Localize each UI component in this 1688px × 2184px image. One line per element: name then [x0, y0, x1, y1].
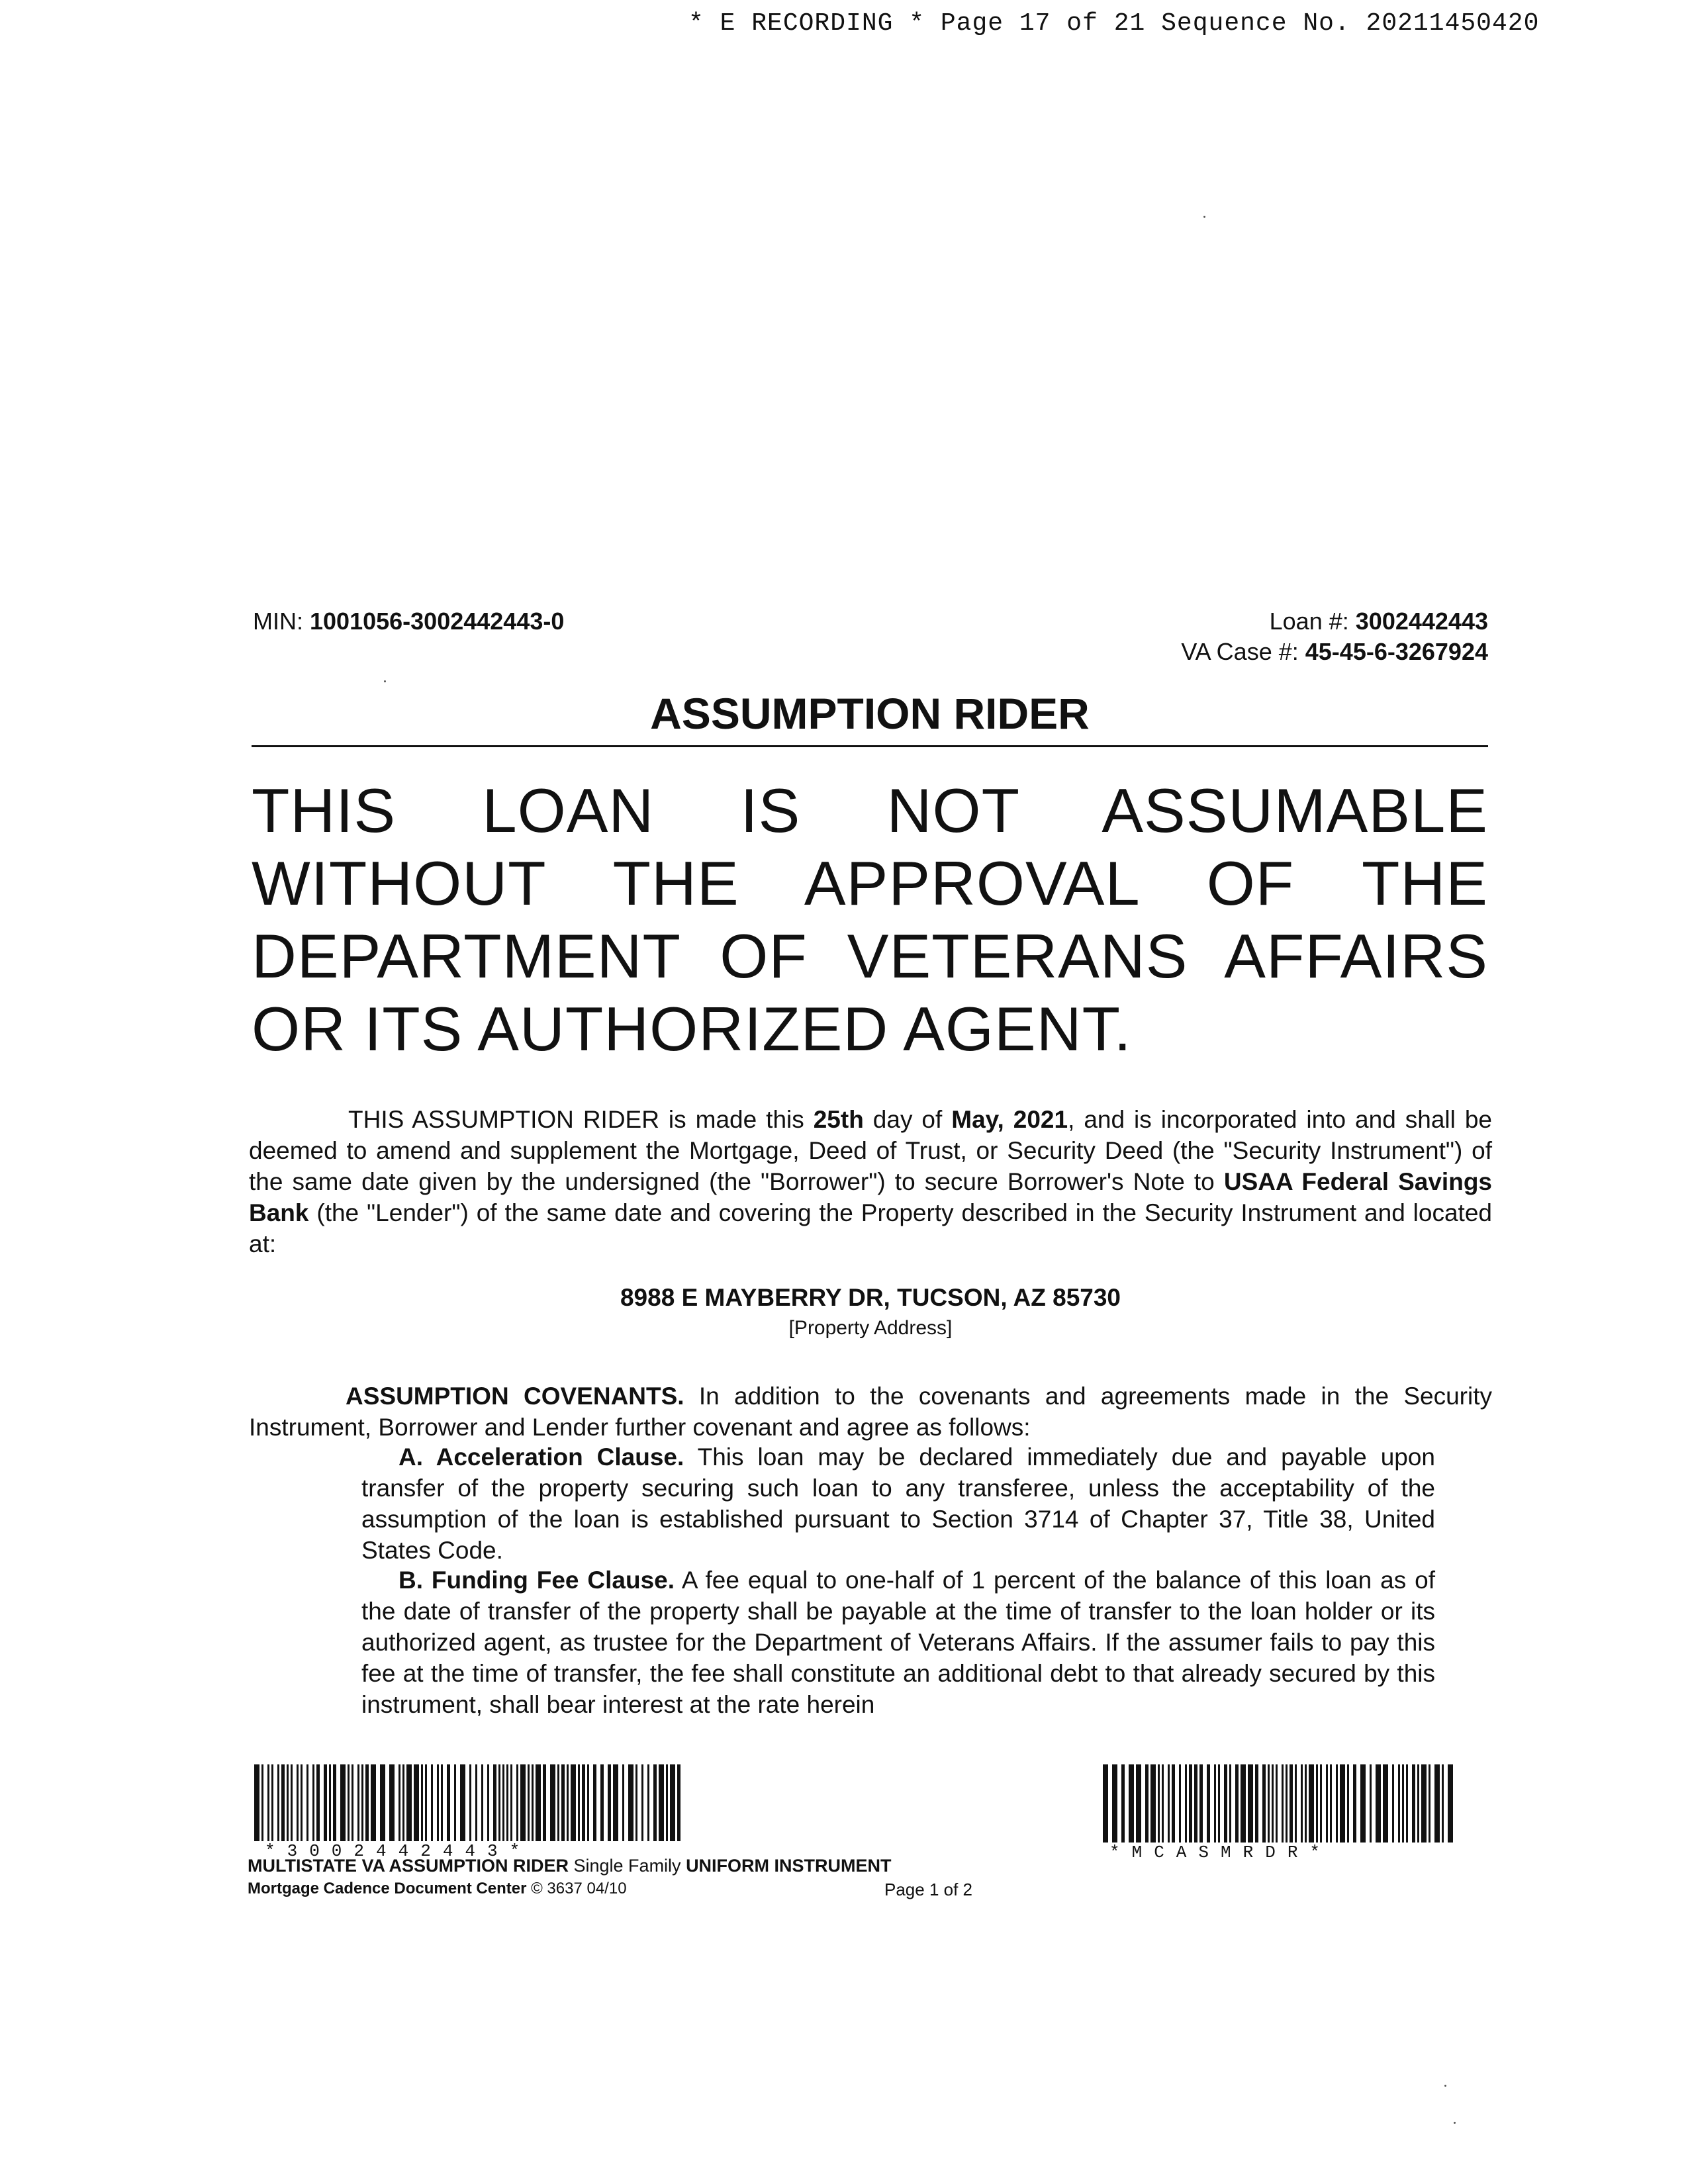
document-title: ASSUMPTION RIDER	[650, 689, 1090, 738]
barcode-bar	[1262, 1764, 1266, 1843]
barcode-bar	[406, 1764, 412, 1841]
intro-paragraph	[249, 1104, 1492, 1259]
scan-speck	[1454, 2122, 1456, 2124]
barcode-bar	[493, 1764, 496, 1841]
barcode-bar	[454, 1764, 456, 1841]
barcode-bar	[1229, 1764, 1231, 1843]
barcode-bar	[1194, 1764, 1197, 1843]
barcode-bar	[1376, 1764, 1381, 1843]
barcode-bar	[1276, 1764, 1278, 1843]
barcode-bar	[1305, 1764, 1307, 1843]
barcode-bar	[578, 1764, 580, 1841]
barcode-bar	[324, 1764, 327, 1841]
recording-header: * E RECORDING * Page 17 of 21 Sequence No. 20211450420	[688, 9, 1540, 38]
barcode-bar	[1353, 1764, 1356, 1843]
funding-fee-clause	[361, 1565, 1435, 1720]
barcode-bar	[1172, 1764, 1175, 1843]
assumption-warning: THIS LOAN IS NOT ASSUMABLE WITHOUT THE APPROVAL OF THE DEPARTMENT OF VETERANS AFFAIRS OR ITS AUTHORIZED AGENT.	[252, 776, 1488, 1064]
min-number	[253, 608, 564, 635]
barcode-bar	[1168, 1764, 1170, 1843]
barcode-bar	[1136, 1764, 1141, 1843]
barcode-bar	[532, 1764, 534, 1841]
barcode-bar	[291, 1764, 293, 1841]
loan-barcode-text: *3002442443*	[265, 1841, 532, 1861]
barcode-bar	[1340, 1764, 1345, 1843]
barcode-bar	[460, 1764, 465, 1841]
barcode-bar	[1316, 1764, 1318, 1843]
barcode-bar	[352, 1764, 353, 1841]
barcode-bar	[1448, 1764, 1453, 1843]
barcode-bar	[1347, 1764, 1349, 1843]
barcode-bar	[1162, 1764, 1164, 1843]
barcode-bar	[287, 1764, 289, 1841]
barcode-bar	[475, 1764, 477, 1841]
intro-text-3: , and is incorporated into and shall be deemed to amend and supplement the Mortgage, Deed of Trust, or Security Deed (the "Security Instrument") of the same date given by the undersigned (the "Borrower") to secure Borrower's Note to	[249, 1106, 1492, 1195]
barcode-bar	[587, 1764, 589, 1841]
scan-speck	[1203, 216, 1205, 218]
barcode-bar	[1406, 1764, 1408, 1843]
barcode-bar	[1330, 1764, 1332, 1843]
barcode-bar	[1289, 1764, 1293, 1843]
min-label: MIN:	[253, 608, 303, 635]
barcode-bar	[528, 1764, 530, 1841]
barcode-bar	[1224, 1764, 1227, 1843]
barcode-bar	[297, 1764, 299, 1841]
barcode-bar	[1412, 1764, 1415, 1843]
barcode-bar	[1434, 1764, 1440, 1843]
va-case-label: VA Case #:	[1181, 638, 1299, 665]
barcode-bar	[561, 1764, 565, 1841]
barcode-bar	[1326, 1764, 1328, 1843]
barcode-bar	[510, 1764, 512, 1841]
barcode-bar	[414, 1764, 419, 1841]
barcode-bar	[628, 1764, 633, 1841]
barcode-bar	[498, 1764, 500, 1841]
scan-speck	[1444, 2085, 1446, 2087]
barcode-bar	[582, 1764, 585, 1841]
barcode-bar	[659, 1764, 664, 1841]
barcode-bar	[1214, 1764, 1216, 1843]
barcode-bar	[1286, 1764, 1288, 1843]
barcode-bar	[1185, 1764, 1187, 1843]
barcode-bar	[557, 1764, 559, 1841]
clause-a-heading: A. Acceleration Clause.	[399, 1443, 684, 1471]
barcode-bar	[1199, 1764, 1203, 1843]
barcode-bar	[653, 1764, 657, 1841]
barcode-bar	[677, 1764, 680, 1841]
barcode-bar	[1282, 1764, 1284, 1843]
barcode-bar	[1442, 1764, 1444, 1843]
barcode-bar	[441, 1764, 443, 1841]
barcode-bar	[622, 1764, 624, 1841]
barcode-bar	[543, 1764, 546, 1841]
barcode-bar	[506, 1764, 508, 1841]
lender-name: USAA Federal Savings Bank	[249, 1168, 1492, 1226]
barcode-bar	[1417, 1764, 1419, 1843]
loan-number	[1270, 608, 1488, 635]
barcode-bar	[613, 1764, 618, 1841]
barcode-bar	[380, 1764, 385, 1841]
rider-day: 25th	[813, 1106, 864, 1133]
loan-barcode	[253, 1764, 683, 1841]
barcode-bar	[1309, 1764, 1314, 1843]
barcode-bar	[329, 1764, 331, 1841]
intro-text-4: (the "Lender") of the same date and covering the Property described in the Security Instrument and located at:	[249, 1199, 1492, 1257]
barcode-bar	[357, 1764, 359, 1841]
barcode-bar	[281, 1764, 285, 1841]
barcode-bar	[1421, 1764, 1427, 1843]
intro-text-2: day of	[863, 1106, 952, 1133]
barcode-bar	[389, 1764, 395, 1841]
barcode-bar	[1336, 1764, 1338, 1843]
barcode-bar	[1268, 1764, 1270, 1843]
barcode-bar	[1272, 1764, 1274, 1843]
barcode-bar	[550, 1764, 555, 1841]
barcode-bar	[536, 1764, 541, 1841]
acceleration-clause	[361, 1441, 1435, 1566]
barcode-bar	[1121, 1764, 1125, 1843]
loan-label: Loan #:	[1269, 608, 1349, 635]
barcode-bar	[1207, 1764, 1210, 1843]
barcode-bar	[1241, 1764, 1246, 1843]
barcode-bar	[1129, 1764, 1134, 1843]
barcode-bar	[469, 1764, 471, 1841]
barcode-bar	[1301, 1764, 1303, 1843]
barcode-bar	[267, 1764, 269, 1841]
clause-a-text: This loan may be declared immediately due and payable upon transfer of the property securing such loan to any transferee, unless the acceptability of the assumption of the loan is established pursuant to Section 3714 of Chapter 37, Title 38, United States Code.	[361, 1443, 1436, 1564]
barcode-bar	[1402, 1764, 1404, 1843]
barcode-bar	[502, 1764, 504, 1841]
covenants-paragraph	[249, 1381, 1492, 1443]
barcode-bar	[1112, 1764, 1117, 1843]
form-source-code: © 3637 04/10	[526, 1880, 627, 1897]
barcode-bar	[670, 1764, 675, 1841]
page-number: Page 1 of 2	[884, 1880, 972, 1899]
intro-text-1: THIS ASSUMPTION RIDER is made this	[348, 1106, 814, 1133]
barcode-bar	[600, 1764, 604, 1841]
barcode-bar	[1189, 1764, 1192, 1843]
barcode-bar	[1255, 1764, 1258, 1843]
barcode-bar	[1235, 1764, 1239, 1843]
barcode-bar	[333, 1764, 336, 1841]
barcode-bar	[1103, 1764, 1108, 1843]
barcode-bar	[1218, 1764, 1220, 1843]
barcode-bar	[1150, 1764, 1156, 1843]
barcode-bar	[340, 1764, 346, 1841]
barcode-bar	[1383, 1764, 1388, 1843]
barcode-bar	[593, 1764, 596, 1841]
form-barcode	[1102, 1764, 1459, 1843]
barcode-bar	[1392, 1764, 1394, 1843]
barcode-bar	[487, 1764, 489, 1841]
loan-value: 3002442443	[1355, 608, 1488, 635]
rider-month-year: May, 2021	[951, 1106, 1068, 1133]
barcode-bar	[1320, 1764, 1322, 1843]
form-title-main: MULTISTATE VA ASSUMPTION RIDER	[248, 1856, 569, 1876]
barcode-bar	[481, 1764, 483, 1841]
barcode-bar	[1158, 1764, 1160, 1843]
barcode-bar	[399, 1764, 400, 1841]
va-case-value: 45-45-6-3267924	[1305, 638, 1488, 665]
barcode-bar	[254, 1764, 259, 1841]
va-case-number	[1181, 638, 1488, 666]
barcode-bar	[666, 1764, 668, 1841]
covenants-heading: ASSUMPTION COVENANTS.	[346, 1383, 684, 1410]
barcode-bar	[647, 1764, 649, 1841]
barcode-bar	[437, 1764, 439, 1841]
clause-b-text: A fee equal to one-half of 1 percent of the balance of this loan as of the date of transfer of the property shall be payable at the time of transfer to the loan holder or its authorized agent, as trustee for the Department of Veterans Affairs. If the assumer fails to pay this fee at the time of transfer, the fee shall constitute an additional debt to that already secured by this instrument, shall bear interest at the rate herein	[361, 1567, 1435, 1718]
scan-speck	[384, 680, 386, 682]
barcode-bar	[608, 1764, 611, 1841]
form-title-sub: Single Family	[569, 1856, 686, 1876]
barcode-bar	[402, 1764, 404, 1841]
min-value: 1001056-3002442443-0	[310, 608, 565, 635]
barcode-bar	[306, 1764, 308, 1841]
barcode-bar	[348, 1764, 350, 1841]
barcode-bar	[1370, 1764, 1372, 1843]
barcode-bar	[371, 1764, 376, 1841]
barcode-bar	[365, 1764, 369, 1841]
barcode-bar	[1429, 1764, 1430, 1843]
barcode-bar	[516, 1764, 518, 1841]
form-source	[248, 1880, 627, 1898]
barcode-bar	[425, 1764, 427, 1841]
barcode-bar	[1248, 1764, 1253, 1843]
barcode-bar	[361, 1764, 363, 1841]
form-barcode-text: *MCASMRDR*	[1109, 1843, 1333, 1862]
barcode-bar	[261, 1764, 263, 1841]
barcode-bar	[1398, 1764, 1400, 1843]
barcode-bar	[447, 1764, 450, 1841]
form-title	[248, 1856, 892, 1876]
barcode-bar	[1179, 1764, 1181, 1843]
clause-b-heading: B. Funding Fee Clause.	[399, 1567, 675, 1594]
barcode-bar	[277, 1764, 279, 1841]
barcode-bar	[567, 1764, 569, 1841]
barcode-bar	[520, 1764, 526, 1841]
title-underline	[252, 745, 1488, 747]
barcode-bar	[1145, 1764, 1149, 1843]
covenants-text: In addition to the covenants and agreements made in the Security Instrument, Borrower and Lender further covenant and agree as follows:	[249, 1383, 1492, 1441]
barcode-bar	[635, 1764, 637, 1841]
property-address-label: [Property Address]	[788, 1317, 953, 1339]
barcode-bar	[312, 1764, 314, 1841]
form-title-instrument: UNIFORM INSTRUMENT	[686, 1856, 892, 1876]
barcode-bar	[1360, 1764, 1366, 1843]
property-address: 8988 E MAYBERRY DR, TUCSON, AZ 85730	[620, 1284, 1121, 1311]
barcode-bar	[641, 1764, 643, 1841]
form-source-name: Mortgage Cadence Document Center	[248, 1880, 527, 1897]
barcode-bar	[271, 1764, 273, 1841]
barcode-bar	[316, 1764, 320, 1841]
barcode-bar	[1295, 1764, 1297, 1843]
barcode-bar	[421, 1764, 423, 1841]
barcode-bar	[571, 1764, 576, 1841]
barcode-bar	[431, 1764, 433, 1841]
barcode-bar	[301, 1764, 303, 1841]
